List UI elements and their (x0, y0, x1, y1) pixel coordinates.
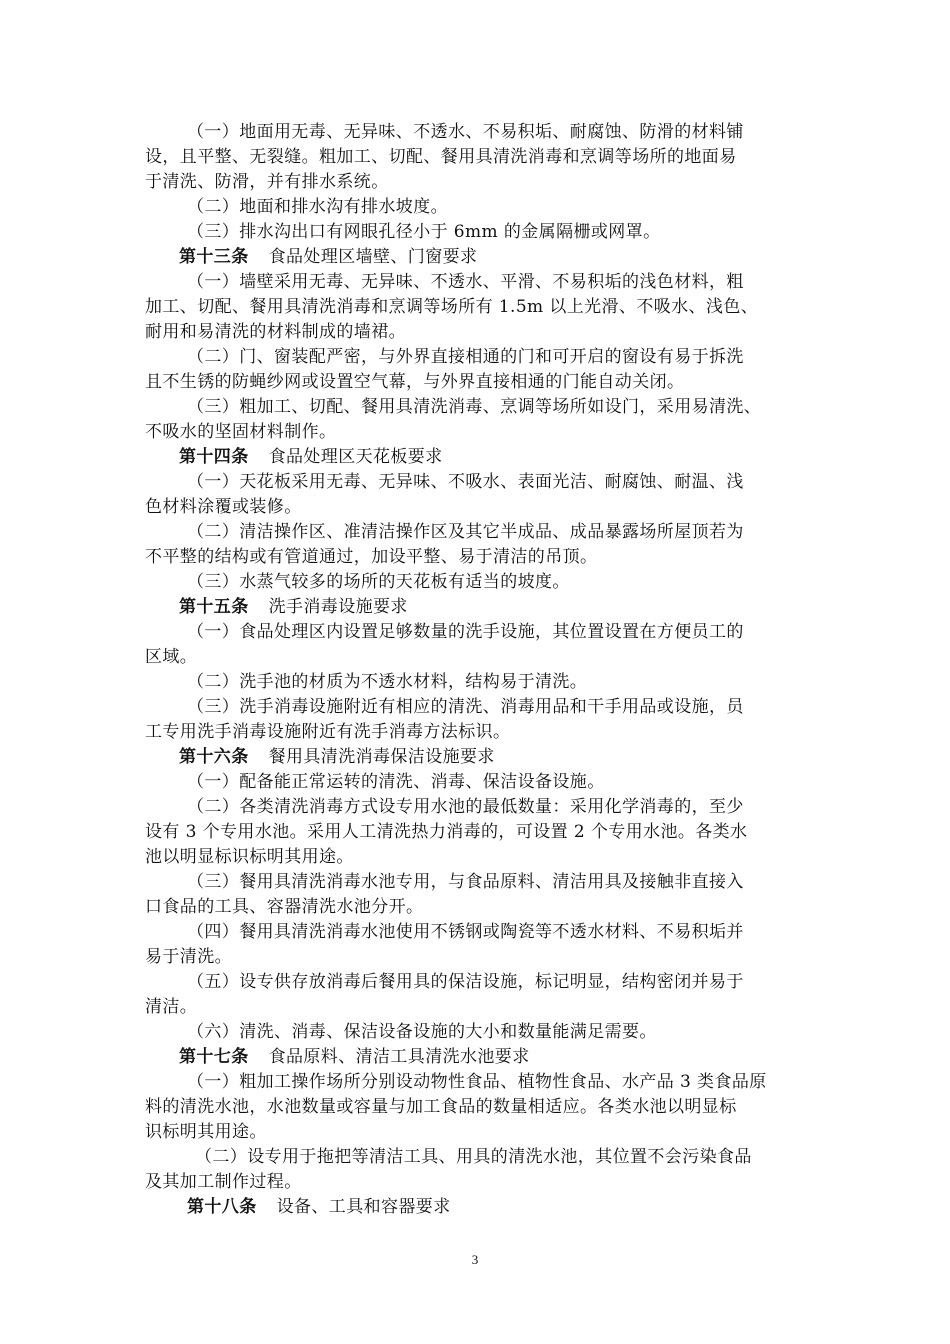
paragraph-line: （六）清洗、消毒、保洁设备设施的大小和数量能满足需要。 (187, 1022, 657, 1042)
paragraph-line: （二）设专用于拖把等清洁工具、用具的清洗水池，其位置不会污染食品 (195, 1147, 752, 1167)
article-number: 第十六条 (179, 747, 249, 767)
paragraph-line: （一）地面用无毒、无异味、不透水、不易积垢、耐腐蚀、防滑的材料铺 (187, 122, 744, 142)
paragraph-line: （一）配备能正常运转的清洗、消毒、保洁设备设施。 (187, 772, 605, 792)
paragraph-line: （二）门、窗装配严密，与外界直接相通的门和可开启的窗设有易于拆洗 (187, 347, 744, 367)
article-heading (145, 745, 815, 770)
paragraph-line: （一）墙壁采用无毒、无异味、不透水、平滑、不易积垢的浅色材料，粗 (187, 272, 744, 292)
paragraph-line: 且不生锈的防蝇纱网或设置空气幕，与外界直接相通的门能自动关闭。 (145, 372, 685, 392)
article-number: 第十八条 (187, 1197, 257, 1217)
paragraph-line: （一）粗加工操作场所分别设动物性食品、植物性食品、水产品 3 类食品原 (187, 1072, 767, 1092)
article-title: 餐用具清洗消毒保洁设施要求 (268, 747, 495, 767)
paragraph-line: 色材料涂覆或装修。 (145, 497, 302, 517)
article-heading (145, 1195, 815, 1220)
paragraph-line: （二）地面和排水沟有排水坡度。 (187, 197, 448, 217)
article-heading (145, 595, 815, 620)
paragraph-line: 池以明显标识标明其用途。 (145, 847, 354, 867)
paragraph-line: 设，且平整、无裂缝。粗加工、切配、餐用具清洗消毒和烹调等场所的地面易 (145, 147, 737, 167)
paragraph-line: （三）粗加工、切配、餐用具清洗消毒、烹调等场所如设门，采用易清洗、 (187, 397, 762, 417)
article-title: 食品处理区天花板要求 (268, 447, 443, 467)
article-title: 食品处理区墙壁、门窗要求 (268, 247, 478, 267)
paragraph-line: 不平整的结构或有管道通过，加设平整、易于清洁的吊顶。 (145, 547, 598, 567)
paragraph-line: 加工、切配、餐用具清洗消毒和烹调等场所有 1.5m 以上光滑、不吸水、浅色、 (145, 297, 759, 317)
article-title: 食品原料、清洁工具清洗水池要求 (268, 1047, 530, 1067)
paragraph-line: 易于清洗。 (145, 947, 232, 967)
article-heading (145, 1045, 815, 1070)
paragraph-line: （一）天花板采用无毒、无异味、不吸水、表面光洁、耐腐蚀、耐温、浅 (187, 472, 744, 492)
paragraph-line: 区域。 (145, 647, 198, 667)
article-heading (145, 245, 815, 270)
article-title: 设备、工具和容器要求 (276, 1197, 451, 1217)
paragraph-line: 不吸水的坚固材料制作。 (145, 422, 337, 442)
paragraph-line: （二）清洁操作区、准清洁操作区及其它半成品、成品暴露场所屋顶若为 (187, 522, 744, 542)
paragraph-line: 耐用和易清洗的材料制成的墙裙。 (145, 322, 406, 342)
paragraph-line: （二）洗手池的材质为不透水材料，结构易于清洗。 (187, 672, 588, 692)
paragraph-line: 设有 3 个专用水池。采用人工清洗热力消毒的，可设置 2 个专用水池。各类水 (145, 822, 748, 842)
paragraph-line: （三）餐用具清洗消毒水池专用，与食品原料、清洁用具及接触非直接入 (187, 872, 744, 892)
paragraph-line: （三）排水沟出口有网眼孔径小于 6mm 的金属隔栅或网罩。 (187, 222, 661, 242)
paragraph-line: 口食品的工具、容器清洗水池分开。 (145, 897, 424, 917)
article-number: 第十七条 (179, 1047, 249, 1067)
article-number: 第十五条 (179, 597, 249, 617)
paragraph-line: （五）设专供存放消毒后餐用具的保洁设施，标记明显，结构密闭并易于 (187, 972, 744, 992)
paragraph-line: 识标明其用途。 (145, 1122, 267, 1142)
document-body (145, 120, 815, 1220)
paragraph-line: （一）食品处理区内设置足够数量的洗手设施，其位置设置在方便员工的 (187, 622, 744, 642)
article-title: 洗手消毒设施要求 (268, 597, 408, 617)
article-heading (145, 445, 815, 470)
paragraph-line: （三）洗手消毒设施附近有相应的清洗、消毒用品和干手用品或设施，员 (187, 697, 744, 717)
paragraph-line: 料的清洗水池，水池数量或容量与加工食品的数量相适应。各类水池以明显标 (145, 1097, 737, 1117)
paragraph-line: 及其加工制作过程。 (145, 1172, 302, 1192)
page-number: 3 (471, 1252, 479, 1267)
paragraph-line: 工专用洗手消毒设施附近有洗手消毒方法标识。 (145, 722, 511, 742)
paragraph-line: （二）各类清洗消毒方式设专用水池的最低数量：采用化学消毒的，至少 (187, 797, 744, 817)
paragraph-line: 于清洗、防滑，并有排水系统。 (145, 172, 389, 192)
paragraph-line: 清洁。 (145, 997, 198, 1017)
paragraph-line: （三）水蒸气较多的场所的天花板有适当的坡度。 (187, 572, 570, 592)
article-number: 第十三条 (179, 247, 249, 267)
article-number: 第十四条 (179, 447, 249, 467)
paragraph-line: （四）餐用具清洗消毒水池使用不锈钢或陶瓷等不透水材料、不易积垢并 (187, 922, 744, 942)
